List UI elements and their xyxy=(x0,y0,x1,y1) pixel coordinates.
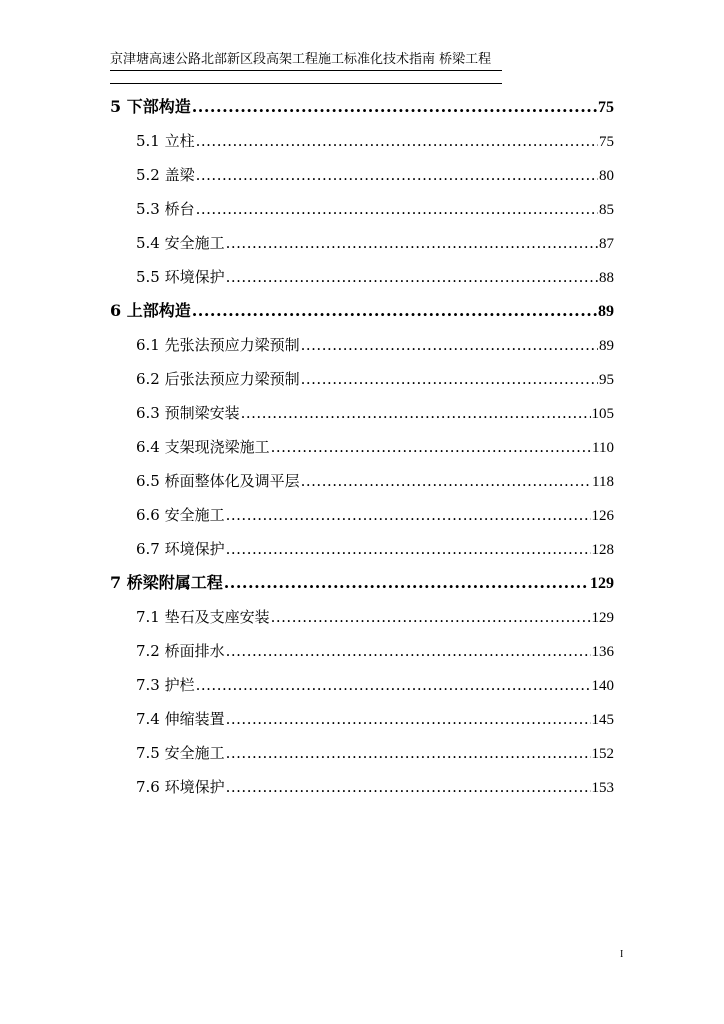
toc-entry[interactable] xyxy=(110,464,614,498)
running-header: 京津塘高速公路北部新区段高架工程施工标准化技术指南 桥梁工程 xyxy=(110,51,502,71)
toc-entry-page: 145 xyxy=(591,712,614,728)
toc-entry-page: 89 xyxy=(599,338,614,354)
toc-entry-label: 5.5 环境保护 xyxy=(136,268,225,286)
toc-entry-label: 7.2 桥面排水 xyxy=(136,642,225,660)
toc-entry-page: 110 xyxy=(592,440,614,456)
toc-entry[interactable] xyxy=(110,192,614,226)
toc-entry-label: 7 桥梁附属工程 xyxy=(110,573,223,592)
toc-entry-label: 6 上部构造 xyxy=(110,301,191,320)
toc-entry-label: 7.5 安全施工 xyxy=(136,744,225,762)
dot-leader xyxy=(226,226,598,260)
toc-entry-page: 136 xyxy=(591,644,614,660)
page-number: I xyxy=(620,949,624,960)
toc-entry-page: 75 xyxy=(599,134,614,150)
toc-entry[interactable] xyxy=(110,158,614,192)
toc-entry-label: 6.3 预制梁安装 xyxy=(136,404,240,422)
toc-entry-label: 7.1 垫石及支座安装 xyxy=(136,608,270,626)
dot-leader xyxy=(192,90,597,124)
toc-entry-page: 126 xyxy=(591,508,614,524)
toc-entry-page: 75 xyxy=(598,99,614,116)
toc-entry-page: 89 xyxy=(598,303,614,320)
toc-entry-page: 118 xyxy=(592,474,614,490)
toc-entry[interactable] xyxy=(110,634,614,668)
toc-entry-page: 87 xyxy=(599,236,614,252)
dot-leader xyxy=(224,566,589,600)
toc-entry[interactable] xyxy=(110,668,614,702)
toc-entry[interactable] xyxy=(110,600,614,634)
toc-entry[interactable] xyxy=(110,702,614,736)
dot-leader xyxy=(226,532,591,566)
dot-leader xyxy=(301,362,598,396)
toc-entry[interactable] xyxy=(110,430,614,464)
toc-entry-page: 80 xyxy=(599,168,614,184)
toc-entry-label: 6.2 后张法预应力梁预制 xyxy=(136,370,300,388)
dot-leader xyxy=(226,770,591,804)
dot-leader xyxy=(241,396,591,430)
toc-entry-page: 129 xyxy=(591,610,614,626)
toc-entry-page: 129 xyxy=(590,575,614,592)
dot-leader xyxy=(196,668,591,702)
toc-entry-label: 5.3 桥台 xyxy=(136,200,195,218)
toc-entry-page: 140 xyxy=(591,678,614,694)
toc-entry-label: 7.3 护栏 xyxy=(136,676,195,694)
toc-entry-page: 152 xyxy=(591,746,614,762)
dot-leader xyxy=(271,600,591,634)
dot-leader xyxy=(226,260,598,294)
dot-leader xyxy=(196,124,598,158)
toc-entry[interactable] xyxy=(110,566,614,600)
toc-entry-label: 6.4 支架现浇梁施工 xyxy=(136,438,270,456)
toc-entry-label: 6.7 环境保护 xyxy=(136,540,225,558)
toc-entry[interactable] xyxy=(110,362,614,396)
toc-entry[interactable] xyxy=(110,770,614,804)
header-rule xyxy=(110,83,502,84)
toc-entry[interactable] xyxy=(110,226,614,260)
toc-entry[interactable] xyxy=(110,736,614,770)
toc-entry-page: 85 xyxy=(599,202,614,218)
toc-entry-label: 5.1 立柱 xyxy=(136,132,195,150)
toc-entry[interactable] xyxy=(110,328,614,362)
toc-entry-label: 6.1 先张法预应力梁预制 xyxy=(136,336,300,354)
toc-entry[interactable] xyxy=(110,498,614,532)
toc-entry[interactable] xyxy=(110,260,614,294)
toc-entry-page: 105 xyxy=(591,406,614,422)
toc-entry-page: 128 xyxy=(591,542,614,558)
dot-leader xyxy=(301,464,591,498)
dot-leader xyxy=(226,498,591,532)
toc-entry-label: 5.2 盖梁 xyxy=(136,166,195,184)
toc-entry[interactable] xyxy=(110,396,614,430)
toc-entry-page: 95 xyxy=(599,372,614,388)
dot-leader xyxy=(301,328,598,362)
dot-leader xyxy=(271,430,591,464)
dot-leader xyxy=(226,702,591,736)
toc-entry[interactable] xyxy=(110,90,614,124)
toc-entry-label: 7.6 环境保护 xyxy=(136,778,225,796)
toc-entry[interactable] xyxy=(110,124,614,158)
toc-entry-label: 6.5 桥面整体化及调平层 xyxy=(136,472,300,490)
dot-leader xyxy=(192,294,597,328)
dot-leader xyxy=(196,158,598,192)
toc-entry[interactable] xyxy=(110,532,614,566)
toc-entry-label: 5.4 安全施工 xyxy=(136,234,225,252)
table-of-contents xyxy=(110,90,614,804)
dot-leader xyxy=(196,192,598,226)
toc-entry-label: 6.6 安全施工 xyxy=(136,506,225,524)
toc-entry-page: 88 xyxy=(599,270,614,286)
toc-entry-label: 7.4 伸缩装置 xyxy=(136,710,225,728)
dot-leader xyxy=(226,736,591,770)
toc-entry[interactable] xyxy=(110,294,614,328)
dot-leader xyxy=(226,634,591,668)
toc-entry-label: 5 下部构造 xyxy=(110,97,191,116)
toc-entry-page: 153 xyxy=(591,780,614,796)
